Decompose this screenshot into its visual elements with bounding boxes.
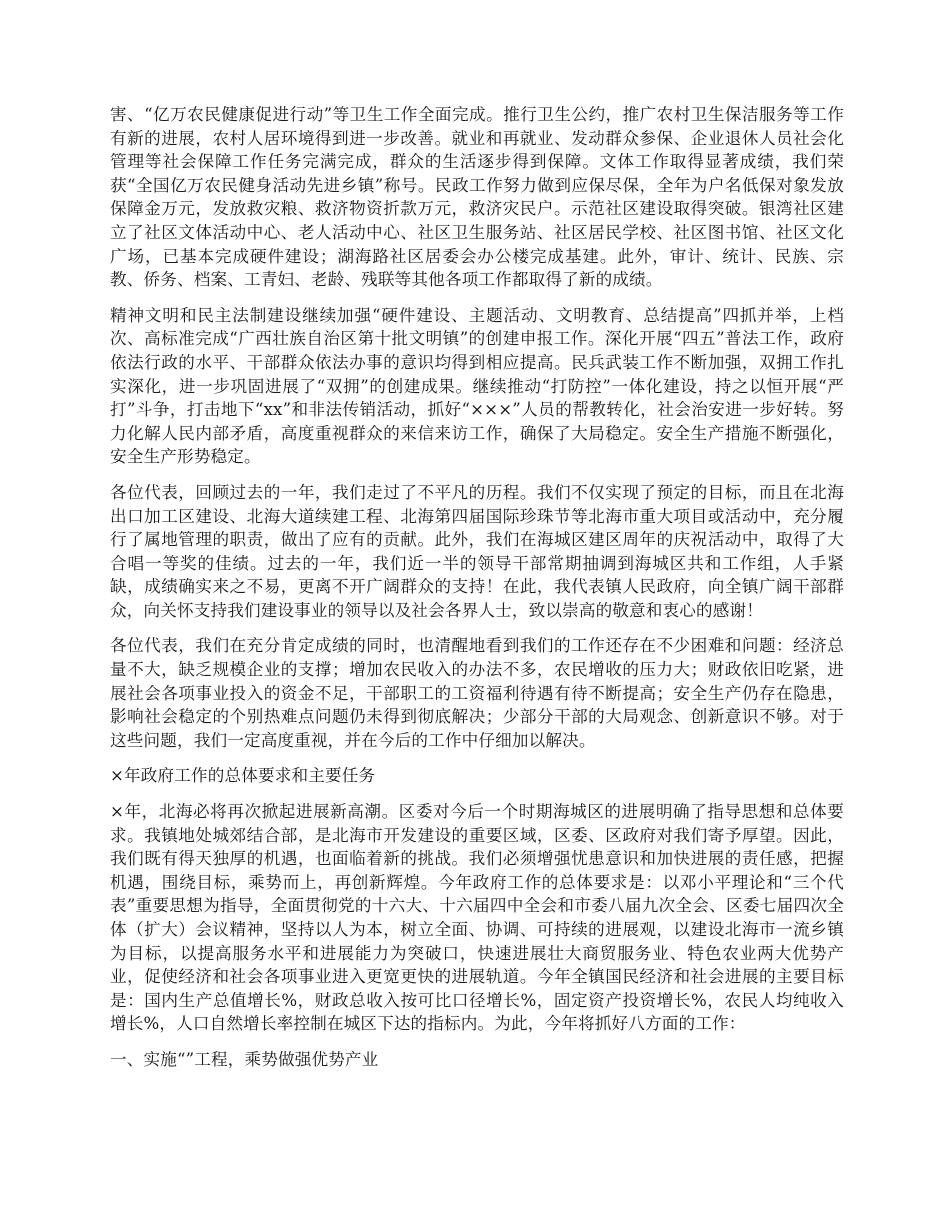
document-body <box>110 103 844 1084</box>
paragraph-review-thanks: 各位代表，回顾过去的一年，我们走过了不平凡的历程。我们不仅实现了预定的目标，而且在北海出口加工区建设、北海大道续建工程、北海第四届国际珍珠节等北海市重大项目或活动中，充分履行了属地管理的职责，做出了应有的贡献。此外，我们在海城区建区周年的庆祝活动中，取得了大合唱一等奖的佳绩。过去的一年，我们近一半的领导干部常期抽调到海城区共和工作组，人手紧缺，成绩确实来之不易，更离不开广阔群众的支持！在此，我代表镇人民政府，向全镇广阔干部群众，向关怀支持我们建设事业的领导以及社会各界人士，致以崇高的敬意和衷心的感谢！ <box>110 482 844 620</box>
section-heading-tasks: ×年政府工作的总体要求和主要任务 <box>110 766 376 786</box>
paragraph-spiritual-civilization: 精神文明和民主法制建设继续加强“硬件建设、主题活动、文明教育、总结提高”四抓并举，上档次、高标准完成“广西壮族自治区第十批文明镇”的创建申报工作。深化开展“四五”普法工作，政府依法行政的水平、干部群众依法办事的意识均得到相应提高。民兵武装工作不断加强，双拥工作扎实深化，进一步巩固进展了“双拥”的创建成果。继续推动“打防控”一体化建设，持之以恒开展“严打”斗争，打击地下“xx”和非法传销活动，抓好“×××”人员的帮教转化，社会治安进一步好转。努力化解人民内部矛盾，高度重视群众的来信来访工作，确保了大局稳定。安全生产措施不断强化，安全生产形势稳定。 <box>110 305 844 467</box>
paragraph-problems: 各位代表，我们在充分肯定成绩的同时，也清醒地看到我们的工作还存在不少困难和问题：经济总量不大，缺乏规模企业的支撑；增加农民收入的办法不多，农民增收的压力大；财政依旧吃紧，进展社会各项事业投入的资金不足，干部职工的工资福利待遇有待不断提高；安全生产仍存在隐患，影响社会稳定的个别热难点问题仍未得到彻底解决；少部分干部的大局观念、创新意识不够。对于这些问题，我们一定高度重视，并在今后的工作中仔细加以解决。 <box>110 636 844 750</box>
subsection-heading-one: 一、实施“”工程，乘势做强优势产业 <box>110 1049 379 1069</box>
paragraph-health-social-work: 害、“亿万农民健康促进行动”等卫生工作全面完成。推行卫生公约，推广农村卫生保洁服务等工作有新的进展，农村人居环境得到进一步改善。就业和再就业、发动群众参保、企业退休人员社会化管理等社会保障工作任务完满完成，群众的生活逐步得到保障。文体工作取得显著成绩，我们荣获“全国亿万农民健身活动先进乡镇”称号。民政工作努力做到应保尽保，全年为户名低保对象发放保障金万元，发放救灾粮、救济物资折款万元，救济灾民户。示范社区建设取得突破。银湾社区建立了社区文体活动中心、老人活动中心、社区卫生服务站、社区居民学校、社区图书馆、社区文化广场，已基本完成硬件建设；湖海路社区居委会办公楼完成基建。此外，审计、统计、民族、宗教、侨务、档案、工青妇、老龄、残联等其他各项工作都取得了新的成绩。 <box>110 105 844 290</box>
paragraph-overall-requirements: ×年，北海必将再次掀起进展新高潮。区委对今后一个时期海城区的进展明确了指导思想和总体要求。我镇地处城郊结合部，是北海市开发建设的重要区域，区委、区政府对我们寄予厚望。因此，我们既有得天独厚的机遇，也面临着新的挑战。我们必须增强忧患意识和加快进展的责任感，把握机遇，围绕目标，乘势而上，再创新辉煌。今年政府工作的总体要求是：以邓小平理论和“三个代表”重要思想为指导，全面贯彻党的十六大、十六届四中全会和市委八届九次全会、区委七届四次全体（扩大）会议精神，坚持以人为本，树立全面、协调、可持续的进展观，以建设北海市一流乡镇为目标，以提高服务水平和进展能力为突破口，快速进展壮大商贸服务业、特色农业两大优势产业，促使经济和社会各项事业进入更宽更快的进展轨道。今年全镇国民经济和社会进展的主要目标是：国内生产总值增长%，财政总收入按可比口径增长%，固定资产投资增长%，农民人均纯收入增长%，人口自然增长率控制在城区下达的指标内。为此，今年将抓好八方面的工作： <box>110 802 844 1034</box>
